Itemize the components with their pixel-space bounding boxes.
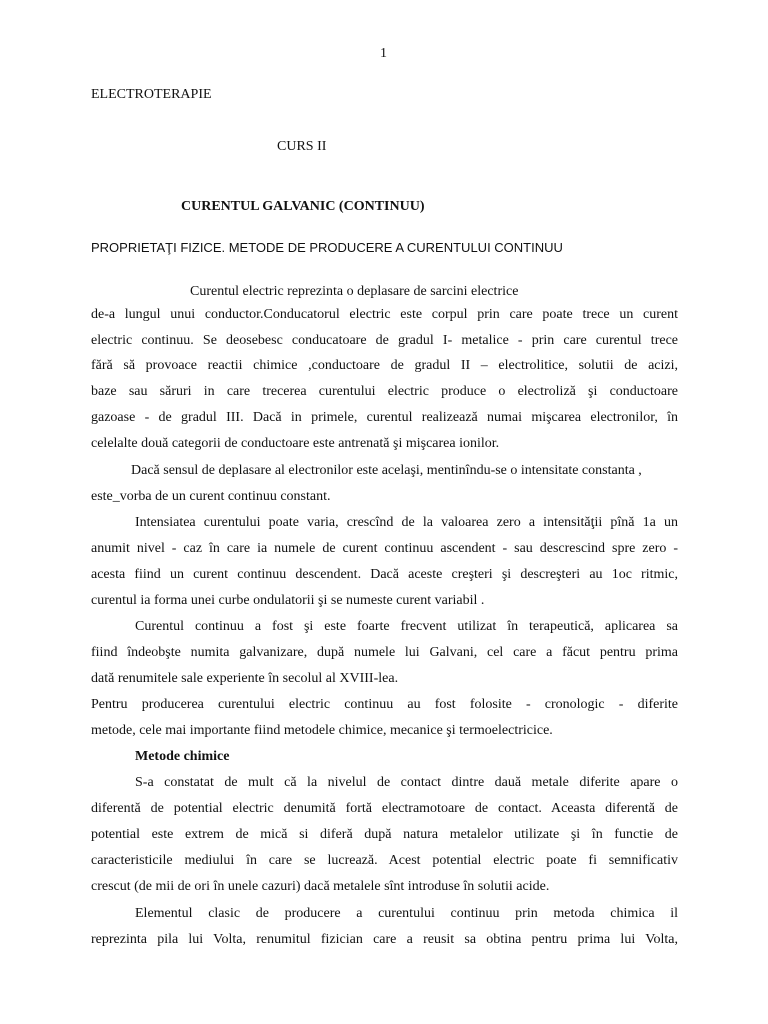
body-line: fără să provoace reactii chimice ,conductoare de gradul II – electrolitice, solutii de acizi, bbox=[91, 358, 678, 373]
body-line: diferentă de potential electric denumită fortă electramotoare de contact. Aceasta diferentă de bbox=[91, 801, 678, 816]
body-line: Curentul electric reprezinta o deplasare de sarcini electrice bbox=[190, 284, 519, 299]
body-line: S-a constatat de mult că la nivelul de contact dintre dauă metale diferite apare o bbox=[135, 775, 678, 790]
body-line: baze sau săruri in care trecerea curentului electric produce o electroliză şi conductoare bbox=[91, 384, 678, 399]
body-line: fiind îndeobşte numita galvanizare, după numele lui Galvani, cel care a făcut pentru prima bbox=[91, 645, 678, 660]
body-line: de-a lungul unui conductor.Conducatorul electric este corpul prin care poate trece un curent bbox=[91, 307, 678, 322]
body-line: reprezinta pila lui Volta, renumitul fizician care a reusit sa obtina pentru prima lui Volta, bbox=[91, 932, 678, 947]
body-line: Dacă sensul de deplasare al electronilor este acelaşi, mentinîndu-se o intensitate constanta , bbox=[131, 463, 642, 478]
body-line: celelalte două categorii de conductoare este antrenată şi mişcarea ionilor. bbox=[91, 436, 500, 451]
body-line: caracteristicile mediului în care se lucrează. Acest potential electric poate fi semnificativ bbox=[91, 853, 678, 868]
body-line: electric continuu. Se deosebesc conducatoare de gradul I- metalice - prin care curentul trece bbox=[91, 333, 678, 348]
chapter-title: CURENTUL GALVANIC (CONTINUU) bbox=[181, 199, 425, 214]
body-line: gazoase - de gradul III. Dacă in primele, curentul realizează numai mişcarea electronilor, în bbox=[91, 410, 678, 425]
body-line: anumit nivel - caz în care ia numele de curent continuu ascendent - sau descrescind spre zero - bbox=[91, 541, 678, 556]
body-line: dată renumitele sale experiente în secolul al XVIII-lea. bbox=[91, 671, 399, 686]
body-line: Intensiatea curentului poate varia, crescînd de la valoarea zero a intensităţii pînă 1a un bbox=[135, 515, 678, 530]
body-line: curentul ia forma unei curbe ondulatorii şi se numeste curent variabil . bbox=[91, 593, 485, 608]
body-line: este_vorba de un curent continuu constant. bbox=[91, 489, 331, 504]
body-line: acesta fiind un curent continuu descendent. Dacă aceste creşteri şi descreşteri au 1oc ritmic, bbox=[91, 567, 678, 582]
section-subtitle: PROPRIETAŢI FIZICE. METODE DE PRODUCERE A CURENTULUI CONTINUU bbox=[91, 240, 563, 255]
course-heading: CURS II bbox=[277, 139, 327, 154]
body-line: metode, cele mai importante fiind metodele chimice, mecanice şi termoelectricice. bbox=[91, 723, 553, 738]
body-line: potential este extrem de mică si diferă după natura metalelor utilizate şi în functie de bbox=[91, 827, 678, 842]
body-line: crescut (de mii de ori în unele cazuri) dacă metalele sînt introduse în solutii acide. bbox=[91, 879, 550, 894]
body-line: Pentru producerea curentului electric continuu au fost folosite - cronologic - diferite bbox=[91, 697, 678, 712]
subject-heading: ELECTROTERAPIE bbox=[91, 87, 212, 102]
section-heading: Metode chimice bbox=[135, 749, 230, 764]
page-number: 1 bbox=[380, 46, 387, 61]
body-line: Curentul continuu a fost şi este foarte frecvent utilizat în terapeutică, aplicarea sa bbox=[135, 619, 678, 634]
body-line: Elementul clasic de producere a curentului continuu prin metoda chimica il bbox=[135, 906, 678, 921]
